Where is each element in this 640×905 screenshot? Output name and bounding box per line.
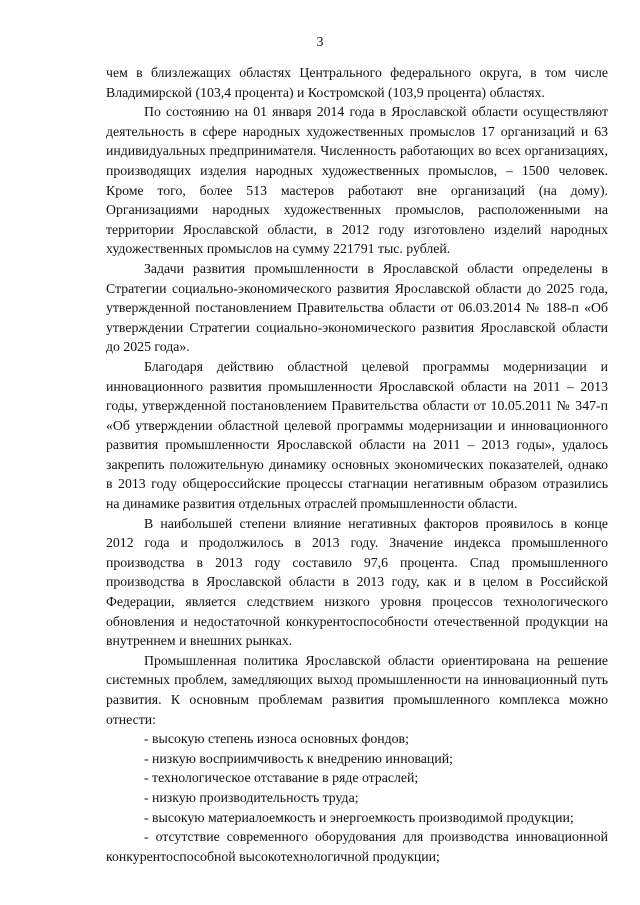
list-item: - низкую восприимчивость к внедрению инноваций; (144, 750, 453, 766)
list-item: - отсутствие современного оборудования для производства инновационной конкурентоспособной высокотехнологичной продукции; (106, 829, 608, 864)
paragraph-negative-factors: В наибольшей степени влияние негативных факторов проявилось в конце 2012 года и продолжилось в 2013 году. Значение индекса промышленного производства в 2013 году составило 97,6 процента. Спад промышленного производства в Ярославской области в 2013 году, как и в целом в Российской Федерации, является следствием низкого уровня процессов технологического обновления и недостаточной конкурентоспособности отечественной продукции на внутреннем и внешних рынках. (106, 515, 608, 649)
list-item: - высокую степень износа основных фондов; (144, 731, 409, 747)
list-item: - технологическое отставание в ряде отраслей; (144, 770, 419, 786)
body-text (106, 63, 608, 866)
paragraph-continuation: чем в близлежащих областях Центрального федерального округа, в том числе Владимирской (103,4 процента) и Костромской (103,9 процента) областях. (106, 65, 608, 100)
page-number: 3 (316, 35, 324, 50)
problems-list (106, 729, 608, 866)
list-item: - высокую материалоемкость и энергоемкость производимой продукции; (144, 809, 574, 825)
paragraph-industrial-policy: Промышленная политика Ярославской области ориентирована на решение системных проблем, замедляющих выход промышленности на инновационный путь развития. К основным проблемам развития промышленного комплекса можно отнести: (106, 652, 608, 727)
list-item: - низкую производительность труда; (144, 789, 359, 805)
paragraph-folk-crafts: По состоянию на 01 января 2014 года в Ярославской области осуществляют деятельность в сфере народных художественных промыслов 17 организаций и 63 индивидуальных предпринимателя. Численность работающих во всех организациях, производящих изделия народных художественных промыслов, – 1500 человек. Кроме того, более 513 мастеров работают вне организаций (на дому). Организациями народных художественных промыслов, расположенными на территории Ярославской области, в 2012 году изготовлено изделий народных художественных промыслов на сумму 221791 тыс. рублей. (106, 104, 608, 257)
paragraph-modernization-program: Благодаря действию областной целевой программы модернизации и инновационного развития промышленности Ярославской области на 2011 – 2013 годы, утвержденной постановлением Правительства области от 10.05.2011 № 347-п «Об утверждении областной целевой программы модернизации и инновационного развития промышленности Ярославской области на 2011 – 2013 годы», удалось закрепить положительную динамику основных экономических показателей, однако в 2013 году общероссийские процессы стагнации негативным образом отразились на динамике развития отдельных отраслей промышленности области. (106, 358, 608, 512)
paragraph-strategy: Задачи развития промышленности в Ярославской области определены в Стратегии социально-экономического развития Ярославской области до 2025 года, утвержденной постановлением Правительства области от 06.03.2014 № 188-п «Об утверждении Стратегии социально-экономического развития Ярославской области до 2025 года». (106, 260, 608, 355)
